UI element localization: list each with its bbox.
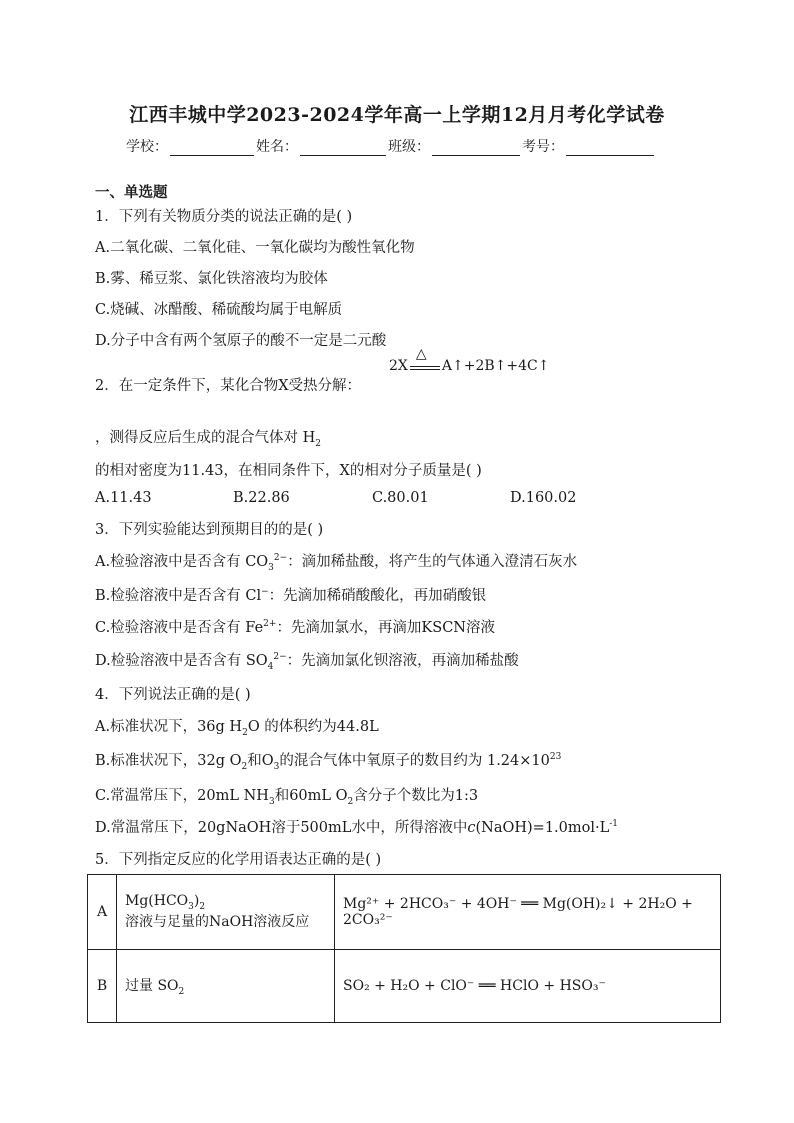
q2-option-c: C.80.01 — [372, 490, 429, 506]
student-info-line — [126, 136, 656, 156]
exam-no-label: 考号： — [522, 139, 564, 155]
q2-line2: ，测得反应后生成的混合气体对 $H_2$ — [95, 430, 321, 449]
table-row — [88, 950, 721, 1023]
q4-option-a: A.标准状况下，36g $H_2O$ 的体积约为44.8L — [95, 719, 379, 738]
name-label: 姓名： — [256, 139, 298, 155]
table-row — [88, 875, 721, 950]
row-label: A — [88, 875, 117, 950]
desc-text: 溶液与足量的NaOH溶液反应 — [125, 914, 310, 931]
q3-option-a: A.检验溶液中是否含有 $CO_3^{2-}$：滴加稀盐酸，将产生的气体通入澄清石灰水 — [95, 553, 578, 573]
eq-right: A↑+2B↑+4C↑ — [441, 358, 550, 374]
row-label: B — [88, 950, 117, 1023]
q2-decomposition-equation — [389, 346, 550, 374]
name-field[interactable] — [300, 141, 386, 156]
q3-option-b: B.检验溶液中是否含有 Cl−：先滴加稀硝酸酸化，再加硝酸银 — [95, 587, 487, 604]
row-description — [117, 875, 335, 950]
eq-left: 2X — [389, 358, 408, 374]
row-equation: Mg²⁺ + 2HCO₃⁻ + 4OH⁻ ══ Mg(OH)₂↓ + 2H₂O + 2CO₃²⁻ — [335, 875, 721, 950]
q5-stem: 5．下列指定反应的化学用语表达正确的是( ) — [95, 852, 382, 868]
row-equation: SO₂ + H₂O + ClO⁻ ══ HClO + HSO₃⁻ — [335, 950, 721, 1023]
desc-formula: $Mg(HCO_3)_2$ — [125, 892, 206, 912]
q4-option-d: D.常温常压下，20gNaOH溶于500mL水中，所得溶液中$c(NaOH)=1.0mol\cdot L^{-1}$ — [95, 819, 619, 836]
exam-title: 江西丰城中学2023-2024学年高一上学期12月月考化学试卷 — [129, 104, 665, 126]
exam-no-field[interactable] — [566, 141, 654, 156]
class-label: 班级： — [388, 139, 430, 155]
q3-option-d: D.检验溶液中是否含有 $SO_4^{2-}$：先滴加氯化钡溶液，再滴加稀盐酸 — [95, 652, 519, 672]
row-description: 过量 $SO_2$ — [117, 950, 335, 1023]
school-field[interactable] — [170, 141, 254, 156]
q4-option-b: B.标准状况下，32g $O_2$和$O_3$的混合气体中氧原子的数目约为 $1.24\times 10^{23}$ — [95, 752, 562, 772]
school-label: 学校： — [126, 139, 168, 155]
delta-icon: △ — [415, 346, 427, 362]
q2-option-d: D.160.02 — [510, 490, 577, 506]
q1-stem: 1．下列有关物质分类的说法正确的是( ) — [95, 209, 353, 225]
section-title: 一、单选题 — [95, 184, 168, 201]
q3-option-c: C.检验溶液中是否含有 $Fe^{2+}$：先滴加氯水，再滴加KSCN溶液 — [95, 619, 495, 636]
q5-options-table — [87, 874, 721, 1023]
q2-stem: 2．在一定条件下，某化合物X受热分解： — [95, 378, 362, 394]
q2-option-a: A.11.43 — [95, 490, 152, 506]
q4-stem: 4．下列说法正确的是( ) — [95, 687, 251, 703]
q1-option-b: B.雾、稀豆浆、氯化铁溶液均为胶体 — [95, 271, 328, 287]
q4-option-c: C.常温常压下，20mL $NH_3$和60mL $O_2$含分子个数比为1:3 — [95, 788, 479, 807]
q1-option-c: C.烧碱、冰醋酸、稀硫酸均属于电解质 — [95, 302, 343, 318]
q3-stem: 3．下列实验能达到预期目的的是( ) — [95, 522, 324, 538]
class-field[interactable] — [432, 141, 520, 156]
q2-option-b: B.22.86 — [233, 490, 290, 506]
q1-option-d: D.分子中含有两个氢原子的酸不一定是二元酸 — [95, 333, 387, 349]
q2-line3: 的相对密度为11.43，在相同条件下，X的相对分子质量是( ) — [95, 463, 482, 479]
q1-option-a: A.二氧化碳、二氧化硅、一氧化碳均为酸性氧化物 — [95, 240, 415, 256]
